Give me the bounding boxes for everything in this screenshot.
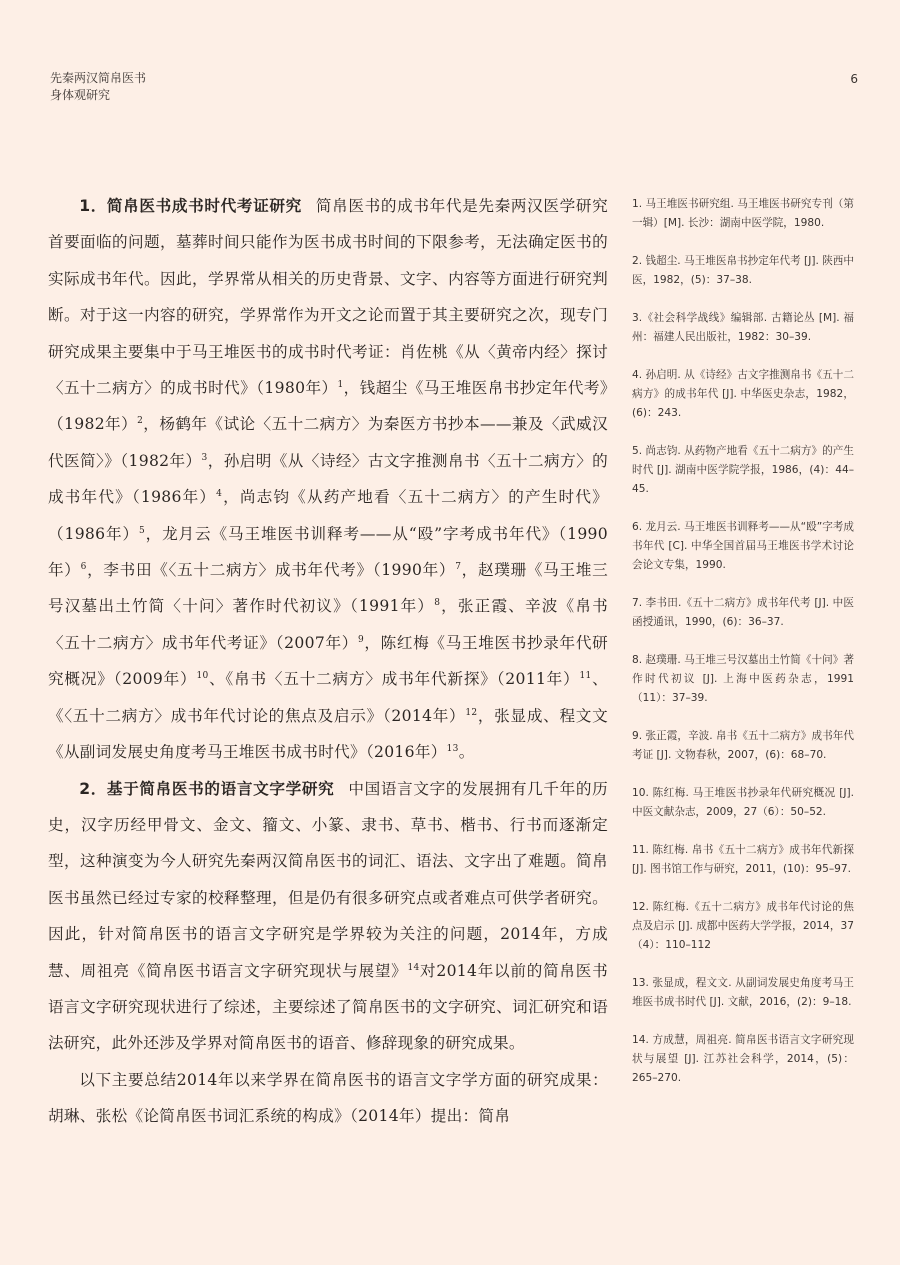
text-segment: ，龙月云《马王堆医书训释考——从“殴”字考成书年代》（1990年）	[48, 524, 608, 580]
footnote-14: 14. 方成慧，周祖亮. 简帛医书语言文字研究现状与展望 [J]. 江苏社会科学，2014，(5)：265–270.	[632, 1034, 854, 1084]
footnote-ref[interactable]: 13	[446, 743, 459, 754]
footnote-ref[interactable]: 9	[357, 634, 364, 645]
text-segment: ，陈红梅《马王堆医书抄录年代研究概况》（2009年）	[48, 633, 608, 689]
text-segment: ，张显成、程文文《从副词发展史角度考马王堆医书成书时代》（2016年）	[48, 706, 608, 762]
text-segment: 、《帛书〈五十二病方〉成书年代新探》（2011年）	[208, 670, 580, 689]
footnote-ref[interactable]: 6	[80, 561, 87, 572]
footnote-ref[interactable]: 2	[137, 416, 144, 427]
text-segment: 、《〈五十二病方〉成书年代讨论的焦点及启示》（2014年）	[48, 670, 608, 725]
footnote-13: 13. 张显成，程文文. 从副词发展史角度考马王堆医书成书时代 [J]. 文献，2016，(2)：9–18.	[632, 977, 854, 1008]
footnote-ref[interactable]: 8	[434, 598, 441, 609]
text-segment: 对2014年以前的简帛医书语言文字研究现状进行了综述，主要综述了简帛医书的文字研究、词汇研究和语法研究，此外还涉及学界对简帛医书的语音、修辞现象的研究成果。	[48, 961, 608, 1053]
footnote-ref[interactable]: 14	[407, 962, 420, 973]
text-segment: 简帛医书的成书年代是先秦两汉医学研究首要面临的问题，墓葬时间只能作为医书成书时间的下限参考，无法确定医书的实际成书年代。因此，学界常从相关的历史背景、文字、内容等方面进行研究判断。对于这一内容的研究，学界常作为开文之论而置于其主要研究之次，现专门研究成果主要集中于马王堆医书的成书时代考证：肖佐桃《从〈黄帝内经〉探讨〈五十二病方〉的成书时代》（1980年）	[48, 197, 608, 398]
footnotes-column	[632, 195, 854, 1107]
footnote-5: 5. 尚志钧. 从药物产地看《五十二病方》的产生时代 [J]. 湖南中医学院学报，1986，(4)：44–45.	[632, 445, 854, 495]
text-segment: ，赵璞珊《马王堆三号汉墓出土竹简〈十问〉著作时代初议》（1991年）	[48, 561, 608, 616]
book-title-line2: 身体观研究	[50, 88, 111, 102]
footnote-6: 6. 龙月云. 马王堆医书训释考——从“殴”字考成书年代 [C]. 中华全国首届马王堆医书学术讨论会论文专集，1990.	[632, 521, 854, 571]
footnote-9: 9. 张正霞，辛波. 帛书《五十二病方》成书年代考证 [J]. 文物春秋，2007，(6)：68–70.	[632, 730, 854, 761]
text-segment: ，李书田《〈五十二病方〉成书年代考》（1990年）	[86, 561, 456, 580]
footnote-ref[interactable]: 12	[465, 707, 478, 718]
footnote-3: 3.《社会科学战线》编辑部. 古籍论丛 [M]. 福州：福建人民出版社，1982：30–39.	[632, 312, 854, 343]
text-segment: 。	[458, 743, 475, 762]
footnote-2: 2. 钱超尘. 马王堆医帛书抄定年代考 [J]. 陕西中医，1982，(5)：37–38.	[632, 255, 854, 286]
text-segment: ，尚志钧《从药产地看〈五十二病方〉的产生时代》（1986年）	[48, 488, 608, 543]
footnote-7: 7. 李书田.《五十二病方》成书年代考 [J]. 中医函授通讯，1990，(6)：36–37.	[632, 597, 854, 628]
section-heading-2: 2．基于简帛医书的语言文字学研究	[79, 779, 335, 798]
footnote-ref[interactable]: 11	[579, 671, 592, 682]
paragraph-language-research	[48, 771, 608, 1062]
paragraph-summary-intro: 以下主要总结2014年以来学界在简帛医书的语言文字学方面的研究成果：胡琳、张松《论简帛医书词汇系统的构成》（2014年）提出：简帛	[48, 1070, 608, 1126]
footnote-11: 11. 陈红梅. 帛书《五十二病方》成书年代新探 [J]. 图书馆工作与研究，2011，(10)：95–97.	[632, 844, 854, 875]
section-heading-1: 1．简帛医书成书时代考证研究	[79, 197, 302, 215]
footnote-ref[interactable]: 3	[201, 452, 208, 463]
footnote-12: 12. 陈红梅.《五十二病方》成书年代讨论的焦点及启示 [J]. 成都中医药大学学报，2014，37（4）：110–112	[632, 901, 854, 951]
footnote-10: 10. 陈红梅. 马王堆医书抄录年代研究概况 [J]. 中医文献杂志，2009，27（6）：50–52.	[632, 787, 854, 818]
paragraph-dating-research	[48, 188, 608, 771]
text-segment: ，钱超尘《马王堆医帛书抄定年代考》（1982年）	[48, 379, 608, 434]
main-body-text	[48, 188, 608, 1135]
book-title-line1: 先秦两汉简帛医书	[50, 71, 147, 85]
footnote-8: 8. 赵璞珊. 马王堆三号汉墓出土竹简《十问》著作时代初议 [J]. 上海中医药杂志，1991（11）：37–39.	[632, 654, 854, 704]
footnote-ref[interactable]: 5	[138, 525, 145, 536]
text-segment: ，孙启明《从〈诗经〉古文字推测帛书〈五十二病方〉的成书年代》（1986年）	[48, 451, 608, 507]
text-segment: 中国语言文字的发展拥有几千年的历史，汉字历经甲骨文、金文、籀文、小篆、隶书、草书、楷书、行书而逐渐定型，这种演变为今人研究先秦两汉简帛医书的词汇、语法、文字出了难题。简帛医书虽然已经过专家的校释整理，但是仍有很多研究点或者难点可供学者研究。因此，针对简帛医书的语言文字研究是学界较为关注的问题，2014年，方成慧、周祖亮《简帛医书语言文字研究现状与展望》	[48, 779, 608, 980]
text-segment: ，杨鹤年《试论〈五十二病方〉为秦医方书抄本——兼及〈武威汉代医简〉》（1982年）	[48, 415, 608, 470]
footnote-1: 1. 马王堆医书研究组. 马王堆医书研究专刊（第一辑）[M]. 长沙：湖南中医学院，1980.	[632, 198, 854, 229]
footnote-4: 4. 孙启明. 从《诗经》古文字推测帛书《五十二病方》的成书年代 [J]. 中华医史杂志，1982，(6)：243.	[632, 369, 854, 419]
text-segment: ，张正霞、辛波《帛书〈五十二病方〉成书年代考证》（2007年）	[48, 597, 608, 652]
footnote-ref[interactable]: 1	[337, 379, 344, 390]
footnote-ref[interactable]: 7	[455, 561, 462, 572]
page-number: 6	[850, 72, 858, 86]
footnote-ref[interactable]: 10	[196, 671, 209, 682]
running-header	[50, 70, 146, 104]
footnote-ref[interactable]: 4	[216, 489, 223, 500]
